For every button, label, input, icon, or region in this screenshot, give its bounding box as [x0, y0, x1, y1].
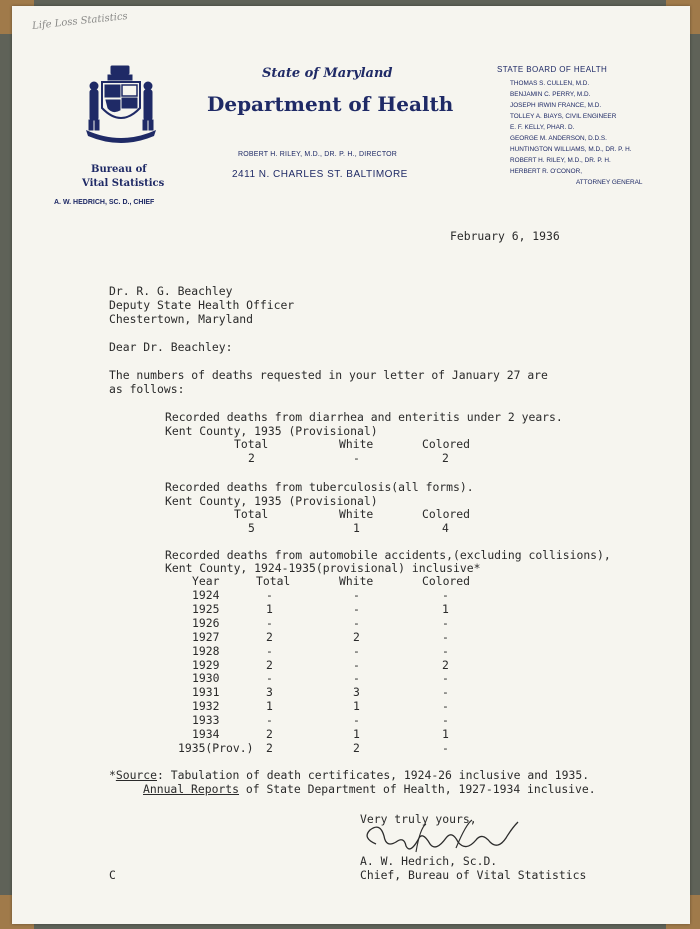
source-line-1	[109, 768, 589, 782]
section3-header: Total	[256, 574, 291, 588]
section2-title: Recorded deaths from tuberculosis(all forms).	[165, 480, 474, 494]
board-member: JOSEPH IRWIN FRANCE, M.D.	[510, 102, 602, 109]
table-cell: 2	[353, 740, 360, 755]
board-title: STATE BOARD OF HEALTH	[497, 65, 608, 74]
section1-value: 2	[442, 451, 449, 465]
table-cell: -	[353, 601, 360, 616]
section1-title: Recorded deaths from diarrhea and enteritis under 2 years.	[165, 410, 563, 424]
state-name: State of Maryland	[262, 66, 393, 81]
pencil-note: Life Loss Statistics	[31, 11, 129, 32]
table-row-year: 1925	[192, 601, 220, 616]
annual-reports-label: Annual Reports	[143, 782, 240, 796]
director-line: ROBERT H. RILEY, M.D., DR. P. H., DIRECTOR	[238, 151, 398, 158]
table-cell: -	[266, 671, 273, 686]
signer-title: Chief, Bureau of Vital Statistics	[360, 868, 587, 882]
table-cell: -	[353, 643, 360, 658]
table-row-year: 1926	[192, 615, 220, 630]
section2-header: Total	[234, 507, 269, 521]
table-cell: -	[353, 657, 360, 672]
table-cell: -	[442, 643, 449, 658]
table-cell: 2	[266, 727, 273, 741]
table-cell: 3	[266, 685, 273, 700]
table-cell: 1	[442, 727, 449, 741]
table-cell: -	[442, 699, 449, 714]
table-cell: -	[442, 685, 449, 700]
source-line-1-text: : Tabulation of death certificates, 1924-26 inclusive and 1935.	[157, 768, 590, 782]
board-member: THOMAS S. CULLEN, M.D.	[510, 80, 590, 87]
table-row-year: 1933	[192, 713, 220, 728]
table-row-year: 1928	[192, 643, 220, 658]
table-cell: -	[442, 713, 449, 728]
section1-value: -	[353, 451, 360, 465]
address-line: 2411 N. CHARLES ST. BALTIMORE	[232, 169, 408, 180]
board-member: HUNTINGTON WILLIAMS, M.D., DR. P. H.	[510, 146, 632, 153]
table-cell: 2	[266, 740, 273, 755]
section2-value: 4	[442, 521, 449, 535]
section3-subtitle: Kent County, 1924-1935(provisional) inclusive*	[165, 561, 481, 575]
table-cell: -	[442, 740, 449, 755]
table-row-year: 1934	[192, 727, 220, 741]
section1-subtitle: Kent County, 1935 (Provisional)	[165, 424, 378, 438]
table-cell: -	[353, 713, 360, 728]
source-line-2-text: of State Department of Health, 1927-1934 inclusive.	[239, 782, 596, 796]
table-cell: 1	[353, 727, 360, 741]
section1-header: Colored	[422, 437, 471, 451]
source-line-2	[143, 782, 596, 796]
table-cell: -	[442, 671, 449, 686]
section1-header: White	[339, 437, 374, 451]
table-cell: 1	[266, 601, 273, 616]
intro-line: as follows:	[109, 382, 185, 396]
table-cell: 2	[266, 629, 273, 644]
board-member: TOLLEY A. BIAYS, CIVIL ENGINEER	[510, 113, 617, 120]
table-cell: -	[353, 615, 360, 630]
table-cell: 1	[353, 699, 360, 714]
table-cell: -	[266, 643, 273, 658]
board-member: BENJAMIN C. PERRY, M.D.	[510, 91, 591, 98]
table-row-year: 1931	[192, 685, 220, 700]
board-member: ROBERT H. RILEY, M.D., DR. P. H.	[510, 157, 611, 164]
table-cell: 3	[353, 685, 360, 700]
intro-line: The numbers of deaths requested in your letter of January 27 are	[109, 368, 548, 382]
source-star: *	[109, 768, 116, 782]
table-cell: -	[266, 588, 273, 602]
table-row-year: 1924	[192, 588, 220, 602]
section3-header: White	[339, 574, 374, 588]
table-cell: 1	[266, 699, 273, 714]
table-row-year: 1935(Prov.)	[178, 740, 254, 755]
table-row-year: 1927	[192, 629, 220, 644]
section2-subtitle: Kent County, 1935 (Provisional)	[165, 494, 378, 508]
board-member: GEORGE M. ANDERSON, D.D.S.	[510, 135, 607, 142]
letter-date: February 6, 1936	[450, 229, 560, 243]
bureau-chief: A. W. HEDRICH, SC. D., CHIEF	[54, 199, 155, 206]
table-cell: 2	[442, 657, 449, 672]
table-row-year: 1930	[192, 671, 220, 686]
board-member: HERBERT R. O'CONOR,	[510, 168, 583, 175]
section3-header: Colored	[422, 574, 471, 588]
section2-header: Colored	[422, 507, 471, 521]
table-cell: -	[353, 671, 360, 686]
signer-name: A. W. Hedrich, Sc.D.	[360, 854, 498, 868]
section2-value: 1	[353, 521, 360, 535]
table-cell: -	[353, 588, 360, 602]
table-cell: 2	[266, 657, 273, 672]
addressee-line: Chestertown, Maryland	[109, 312, 254, 326]
salutation: Dear Dr. Beachley:	[109, 340, 233, 354]
attorney-general: ATTORNEY GENERAL	[576, 179, 643, 186]
table-cell: 1	[442, 601, 449, 616]
board-member: E. F. KELLY, PHAR. D.	[510, 124, 575, 131]
section3-title: Recorded deaths from automobile accidents,(excluding collisions),	[165, 548, 611, 562]
letter-page	[12, 6, 690, 924]
table-cell: -	[442, 629, 449, 644]
table-cell: -	[266, 713, 273, 728]
table-cell: -	[442, 615, 449, 630]
table-cell: -	[266, 615, 273, 630]
table-row-year: 1932	[192, 699, 220, 714]
addressee-line: Dr. R. G. Beachley	[109, 284, 233, 298]
closing: Very truly yours,	[360, 812, 477, 826]
maryland-seal-icon	[78, 62, 164, 148]
bureau-line-1: Bureau of	[91, 164, 147, 175]
table-cell: 2	[353, 629, 360, 644]
table-row-year: 1929	[192, 657, 220, 672]
typist-initial: C	[109, 868, 116, 882]
section3-header: Year	[192, 574, 220, 588]
section1-header: Total	[234, 437, 269, 451]
bureau-line-2: Vital Statistics	[82, 178, 165, 189]
department-title: Department of Health	[207, 92, 454, 116]
section1-value: 2	[248, 451, 255, 465]
section2-header: White	[339, 507, 374, 521]
addressee-line: Deputy State Health Officer	[109, 298, 295, 312]
source-label: Source	[115, 768, 158, 782]
table-cell: -	[442, 588, 449, 602]
section2-value: 5	[248, 521, 255, 535]
